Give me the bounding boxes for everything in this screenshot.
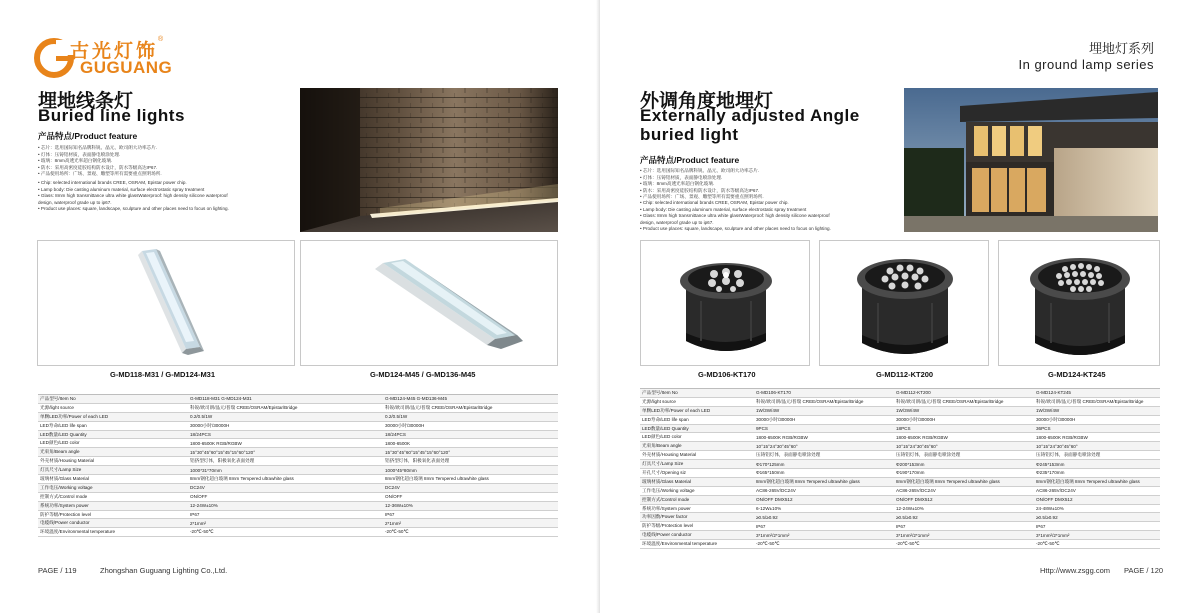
section-title-cn: 埋地线条灯 (38, 91, 134, 112)
spec-value-cell: 压铸铝灯体，表面静电喷涂处理 (754, 451, 894, 460)
spec-label-cell: 电缆线/Power conductor (640, 531, 754, 540)
spec-value-cell: 科锐/欧司朗/晶元/普瑞 CREE/OSRAM/Epistar/Bridge (754, 397, 894, 406)
spec-value-cell: IP67 (188, 510, 383, 519)
spec-value-cell: 1800-6500K RGB/RGBW (754, 433, 894, 442)
spec-value-cell: -20℃-50℃ (383, 528, 558, 537)
feature-cn-item: • 防水：采用高密度硅胶结构防水设计，防水等级高达IP67. (38, 164, 158, 170)
product-model-label: G-MD124-M45 / G-MD136-M45 (370, 370, 476, 379)
spec-row (640, 460, 1160, 469)
logo-text-cn: 古光灯饰 (70, 41, 159, 62)
section-title-en-line1: Externally adjusted Angle (640, 106, 860, 125)
product-image-box (300, 240, 558, 366)
spec-value-cell: 18/24PCS (188, 430, 383, 439)
spec-row (640, 531, 1160, 540)
spec-value-cell: 10°15°24°30°45°60° (894, 442, 1034, 451)
spec-table (38, 394, 558, 537)
spec-row (640, 504, 1160, 513)
spec-value-cell: 3*1mm²/2*1mm² (894, 531, 1034, 540)
spec-label-cell: 防护等级/Protection level (38, 510, 188, 519)
spec-label-cell: LED寿命/LED life span (38, 421, 188, 430)
spec-row (38, 412, 558, 421)
spec-row (38, 439, 558, 448)
feature-cn-item: • 玻璃：8mm高透光率超白钢化玻璃. (38, 158, 113, 164)
spec-value-cell: 24-48W±10% (1034, 504, 1160, 513)
spec-row (38, 528, 558, 537)
hero-photo-stone-wall (300, 88, 558, 232)
spec-value-cell: AC86-265V/DC24V (1034, 486, 1160, 495)
spec-row (640, 495, 1160, 504)
spec-label-cell: 光源/light source (38, 403, 188, 412)
spec-label-cell: LED数量/LED Quantity (640, 424, 754, 433)
spec-row (640, 486, 1160, 495)
spec-value-cell: 9PCS (754, 424, 894, 433)
feature-en-item: • Product use places: square, landscape, sculpture and other places need to focus on lighting. (640, 226, 831, 232)
line-light-product-icon (301, 241, 559, 367)
spec-value-cell: Φ200*153mm (894, 460, 1034, 469)
line-light-product-icon (38, 241, 296, 367)
spec-label-cell: LED数量/LED Quantity (38, 430, 188, 439)
hero-photo-house (904, 88, 1158, 232)
spec-value-cell: 0.2/0.5/1W (383, 412, 558, 421)
spec-value-cell: 15°30°45°60°15°45°15°60°120° (383, 448, 558, 457)
spec-row (38, 457, 558, 466)
spec-value-cell: ≥0.5/≥0.92 (1034, 513, 1160, 522)
section-title-cn: 外调角度地埋灯 (640, 91, 774, 112)
spec-row (640, 442, 1160, 451)
spec-value-cell: 1000*31*70mm (188, 466, 383, 475)
spec-row (38, 483, 558, 492)
spec-value-cell: 压铸铝灯体，表面静电喷涂处理 (894, 451, 1034, 460)
spec-row (640, 389, 1160, 398)
spec-value-cell: 1W/3W/4W (754, 406, 894, 415)
spec-value-cell: 1800-6500K RGB/RGBW (1034, 433, 1160, 442)
spec-label-cell: 系统功率/System power (38, 501, 188, 510)
spec-label-cell: 电缆线/Power conductor (38, 519, 188, 528)
spec-value-cell: 1W/3W/4W (894, 406, 1034, 415)
spec-table (640, 388, 1160, 549)
product-model-label: G-MD124-KT245 (1048, 370, 1106, 379)
spec-value-cell: Φ245*153mm (1034, 460, 1160, 469)
spec-row (38, 448, 558, 457)
spec-value-cell: ON/OFF DMX512 (894, 495, 1034, 504)
logo-registered-mark: ® (158, 36, 164, 43)
spec-value-cell: IP67 (894, 522, 1034, 531)
feature-cn-item: • 玻璃：8mm高透光率超白钢化玻璃. (640, 181, 715, 187)
spec-value-cell: 1800-6500K RGB/RGBW (894, 433, 1034, 442)
spec-value-cell: DC24V (383, 483, 558, 492)
spec-label-cell: 灯具尺寸/Lamp Size (640, 460, 754, 469)
spec-value-cell: IP67 (1034, 522, 1160, 531)
product-image-box (819, 240, 989, 366)
spec-label-cell: 灯具尺寸/Lamp Size (38, 466, 188, 475)
spec-row (640, 406, 1160, 415)
spec-label-cell: LED寿命/LED life span (640, 415, 754, 424)
spec-value-cell: Φ165*150mm (754, 469, 894, 478)
spec-label-cell: 单颗LED功率/Power of each LED (640, 406, 754, 415)
product-model-label: G-MD112-KT200 (876, 370, 934, 379)
spec-row (38, 492, 558, 501)
spec-row (640, 415, 1160, 424)
spec-value-cell: 8mm钢化超白玻璃 8mm Tempered ultrawhite glass (1034, 477, 1160, 486)
spec-label-cell: 单颗LED功率/Power of each LED (38, 412, 188, 421)
spec-value-cell: 30000小时/30000H (383, 421, 558, 430)
spec-label-cell: LED颜色/LED color (38, 439, 188, 448)
spec-row (38, 421, 558, 430)
feature-cn-item: • 灯体：压铸铝材质，表面静电喷涂处理. (38, 151, 121, 157)
section-title-en: Buried line lights (38, 106, 185, 125)
product-image-box (640, 240, 810, 366)
spec-value-cell: 3*1mm²/2*1mm² (1034, 531, 1160, 540)
spec-label-cell: 光束角/Beam angle (38, 448, 188, 457)
spec-row (640, 540, 1160, 549)
spec-value-cell: 8mm钢化超白玻璃 8mm Tempered ultrawhite glass (383, 475, 558, 484)
spec-label-cell: 工作电压/Working voltage (640, 486, 754, 495)
spec-label-cell: 光源/light source (640, 397, 754, 406)
spec-value-cell: 18/24PCS (383, 430, 558, 439)
spec-value-cell: 科锐/欧司朗/晶元/普瑞 CREE/OSRAM/Epistar/Bridge (188, 403, 383, 412)
page-number: PAGE / 120 (1124, 566, 1164, 575)
spec-value-cell: 2*1mm² (383, 519, 558, 528)
spec-value-cell: 8mm钢化超白玻璃 8mm Tempered ultrawhite glass (188, 475, 383, 484)
product-image-box (998, 240, 1160, 366)
spec-value-cell: 15°30°45°60°15°45°15°60°120° (188, 448, 383, 457)
spec-label-cell: 环境温度/Environmental temperature (640, 540, 754, 549)
spec-value-cell: 3*1mm²/2*1mm² (754, 531, 894, 540)
feature-list-cn (640, 168, 764, 201)
spec-row (38, 466, 558, 475)
product-model-label: G-MD106-KT170 (698, 370, 756, 379)
feature-list-en (38, 180, 229, 213)
feature-cn-item: • 灯体：压铸铝材质，表面静电喷涂处理. (640, 174, 723, 180)
spec-row (640, 522, 1160, 531)
spec-value-cell: ON/OFF DMX512 (1034, 495, 1160, 504)
spec-value-cell: 科锐/欧司朗/晶元/普瑞 CREE/OSRAM/Epistar/Bridge (383, 403, 558, 412)
spec-value-cell: IP67 (754, 522, 894, 531)
spec-value-cell: 压铸铝灯体，表面静电喷涂处理 (1034, 451, 1160, 460)
spec-value-cell: 12-24W±10% (188, 501, 383, 510)
spec-label-cell: 系统功率/System power (640, 504, 754, 513)
spec-value-cell: 铝挤型灯体，阳极氧化表面处理 (383, 457, 558, 466)
spec-row (38, 430, 558, 439)
spec-value-cell: G-MD118-M31 G-MD124-M31 (188, 395, 383, 404)
spec-value-cell: 科锐/欧司朗/晶元/普瑞 CREE/OSRAM/Epistar/Bridge (894, 397, 1034, 406)
spec-value-cell: G-MD124-M45 G-MD136-M45 (383, 395, 558, 404)
spec-value-cell: Φ190*170mm (894, 469, 1034, 478)
spec-value-cell: 0.2/0.5/1W (188, 412, 383, 421)
spec-value-cell: Φ170*125mm (754, 460, 894, 469)
buried-light-product-icon (999, 241, 1161, 367)
spec-value-cell: 1800-6500K (383, 439, 558, 448)
spec-label-cell: 产品型号/Item No (640, 389, 754, 398)
spec-value-cell: 10°15°24°30°45°60° (1034, 442, 1160, 451)
spec-row (640, 451, 1160, 460)
spec-value-cell: DC24V (188, 483, 383, 492)
spec-value-cell: G-MD124-KT245 (1034, 389, 1160, 398)
section-title-en-line2: buried light (640, 125, 739, 144)
website-link[interactable]: Http://www.zsgg.com (1040, 566, 1111, 575)
spec-row (38, 519, 558, 528)
spec-label-cell: 开孔尺寸/Opening siz (640, 469, 754, 478)
spec-value-cell: 1W/3W/4W (1034, 406, 1160, 415)
spec-value-cell: ON/OFF (188, 492, 383, 501)
company-name: Zhongshan Guguang Lighting Co.,Ltd. (100, 566, 228, 575)
spec-label-cell: 外壳材质/Housing Material (38, 457, 188, 466)
spec-value-cell: ≥0.5/≥0.92 (894, 513, 1034, 522)
spec-value-cell: 6-12W±10% (754, 504, 894, 513)
spec-row (640, 469, 1160, 478)
feature-en-item: design, waterproof grade up to ip67. (640, 219, 714, 225)
buried-light-product-icon (641, 241, 811, 367)
product-image-box (37, 240, 295, 366)
spec-label-cell: 功率因数/Power factor (640, 513, 754, 522)
spec-value-cell: 1000*45*80mm (383, 466, 558, 475)
logo-text-en: GUGUANG (80, 58, 173, 77)
spec-label-cell: 环境温度/Environmental temperature (38, 528, 188, 537)
spec-row (38, 475, 558, 484)
feature-cn-item: • 产品使用场所：广场、景观、雕塑等所有需要重点照明场所. (640, 194, 764, 200)
spec-value-cell: G-MD106-KT170 (754, 389, 894, 398)
series-title-cn: 埋地灯系列 (1088, 41, 1154, 56)
feature-list-en (640, 200, 831, 233)
feature-en-item: • Product use places: square, landscape, sculpture and other places need to focus on lighting. (38, 206, 229, 212)
spec-value-cell: 12-36W±10% (383, 501, 558, 510)
feature-cn-item: • 产品使用场所：广场、景观、雕塑等所有需要重点照明场所. (38, 171, 162, 177)
spec-value-cell: Φ235*170mm (1034, 469, 1160, 478)
spec-value-cell: 10°15°24°30°45°60° (754, 442, 894, 451)
spec-label-cell: 产品型号/Item No (38, 395, 188, 404)
spec-value-cell: -20℃-50℃ (1034, 540, 1160, 549)
spec-value-cell: 8mm钢化超白玻璃 8mm Tempered ultrawhite glass (894, 477, 1034, 486)
spec-row (640, 397, 1160, 406)
feature-cn-item: • 芯片：选用国际知名品牌科锐、晶元、欧司朗大功率芯片. (38, 145, 158, 150)
spec-value-cell: AC86-265V/DC24V (894, 486, 1034, 495)
series-title-en: In ground lamp series (1018, 57, 1154, 72)
spec-label-cell: 控制方式/Control mode (38, 492, 188, 501)
spec-label-cell: 光束角/Beam angle (640, 442, 754, 451)
spec-value-cell: 30000小时/30000H (188, 421, 383, 430)
spec-label-cell: 工作电压/Working voltage (38, 483, 188, 492)
spec-label-cell: 玻璃材质/Glass Material (640, 477, 754, 486)
spec-row (640, 433, 1160, 442)
spec-row (640, 477, 1160, 486)
product-feature-title: 产品特点/Product feature (640, 155, 740, 165)
spec-row (38, 510, 558, 519)
spec-value-cell: -20℃-50℃ (188, 528, 383, 537)
spec-value-cell: IP67 (383, 510, 558, 519)
spec-row (38, 395, 558, 404)
spec-label-cell: 防护等级/Protection level (640, 522, 754, 531)
spec-value-cell: -20℃-50℃ (894, 540, 1034, 549)
spec-value-cell: 30000小时/30000H (1034, 415, 1160, 424)
spec-value-cell: 2*1mm² (188, 519, 383, 528)
spec-value-cell: ON/OFF (383, 492, 558, 501)
feature-en-item: • Chip: selected international brands CREE, OSRAM, Epistar power chip. (38, 180, 187, 185)
spec-value-cell: ≥0.5/≥0.92 (754, 513, 894, 522)
feature-en-item: • Glass: 8mm high transmittance ultra white glassWaterproof: high density silicone waterproof (640, 213, 830, 219)
page-number: PAGE / 119 (38, 566, 77, 575)
spec-value-cell: G-MD112-KT200 (894, 389, 1034, 398)
spec-value-cell: 科锐/欧司朗/晶元/普瑞 CREE/OSRAM/Epistar/Bridge (1034, 397, 1160, 406)
spec-value-cell: 12-24W±10% (894, 504, 1034, 513)
spec-value-cell: 30000小时/30000H (894, 415, 1034, 424)
feature-en-item: • Glass: 8mm high transmittance ultra white glassWaterproof: high density silicone waterproof (38, 193, 228, 199)
spec-row (640, 513, 1160, 522)
spec-value-cell: 1800-6500K RGB/RGBW (188, 439, 383, 448)
spec-value-cell: 30000小时/30000H (754, 415, 894, 424)
buried-light-product-icon (820, 241, 990, 367)
spec-value-cell: 铝挤型灯体，阳极氧化表面处理 (188, 457, 383, 466)
spec-label-cell: 外壳材质/Housing Material (640, 451, 754, 460)
feature-cn-item: • 防水：采用高密度硅胶结构防水设计，防水等级高达IP67. (640, 187, 760, 193)
spec-value-cell: -20℃-50℃ (754, 540, 894, 549)
spec-value-cell: 8mm钢化超白玻璃 8mm Tempered ultrawhite glass (754, 477, 894, 486)
feature-en-item: design, waterproof grade up to ip67. (38, 199, 112, 205)
spec-row (640, 424, 1160, 433)
product-model-label: G-MD118-M31 / G-MD124-M31 (110, 370, 216, 379)
product-feature-title: 产品特点/Product feature (38, 131, 138, 141)
feature-en-item: • Lamp body: Die casting aluminum material, surface electrostatic spray treatment (640, 206, 807, 212)
spec-label-cell: 控制方式/Control mode (640, 495, 754, 504)
spec-label-cell: LED颜色/LED color (640, 433, 754, 442)
feature-cn-item: • 芯片：选用国际知名品牌科锐、晶元、欧司朗大功率芯片. (640, 168, 760, 173)
spec-row (38, 403, 558, 412)
spec-value-cell: 18PCS (894, 424, 1034, 433)
spec-label-cell: 玻璃材质/Glass Material (38, 475, 188, 484)
feature-en-item: • Lamp body: Die casting aluminum material, surface electrostatic spray treatment (38, 186, 205, 192)
spec-row (38, 501, 558, 510)
spec-value-cell: ON/OFF DMX512 (754, 495, 894, 504)
feature-en-item: • Chip: selected international brands CREE, OSRAM, Epistar power chip. (640, 200, 789, 205)
spec-value-cell: 36PCS (1034, 424, 1160, 433)
brand-logo (34, 36, 174, 80)
feature-list-cn (38, 145, 162, 178)
spec-value-cell: AC86-265V/DC24V (754, 486, 894, 495)
right-page (600, 0, 1200, 613)
